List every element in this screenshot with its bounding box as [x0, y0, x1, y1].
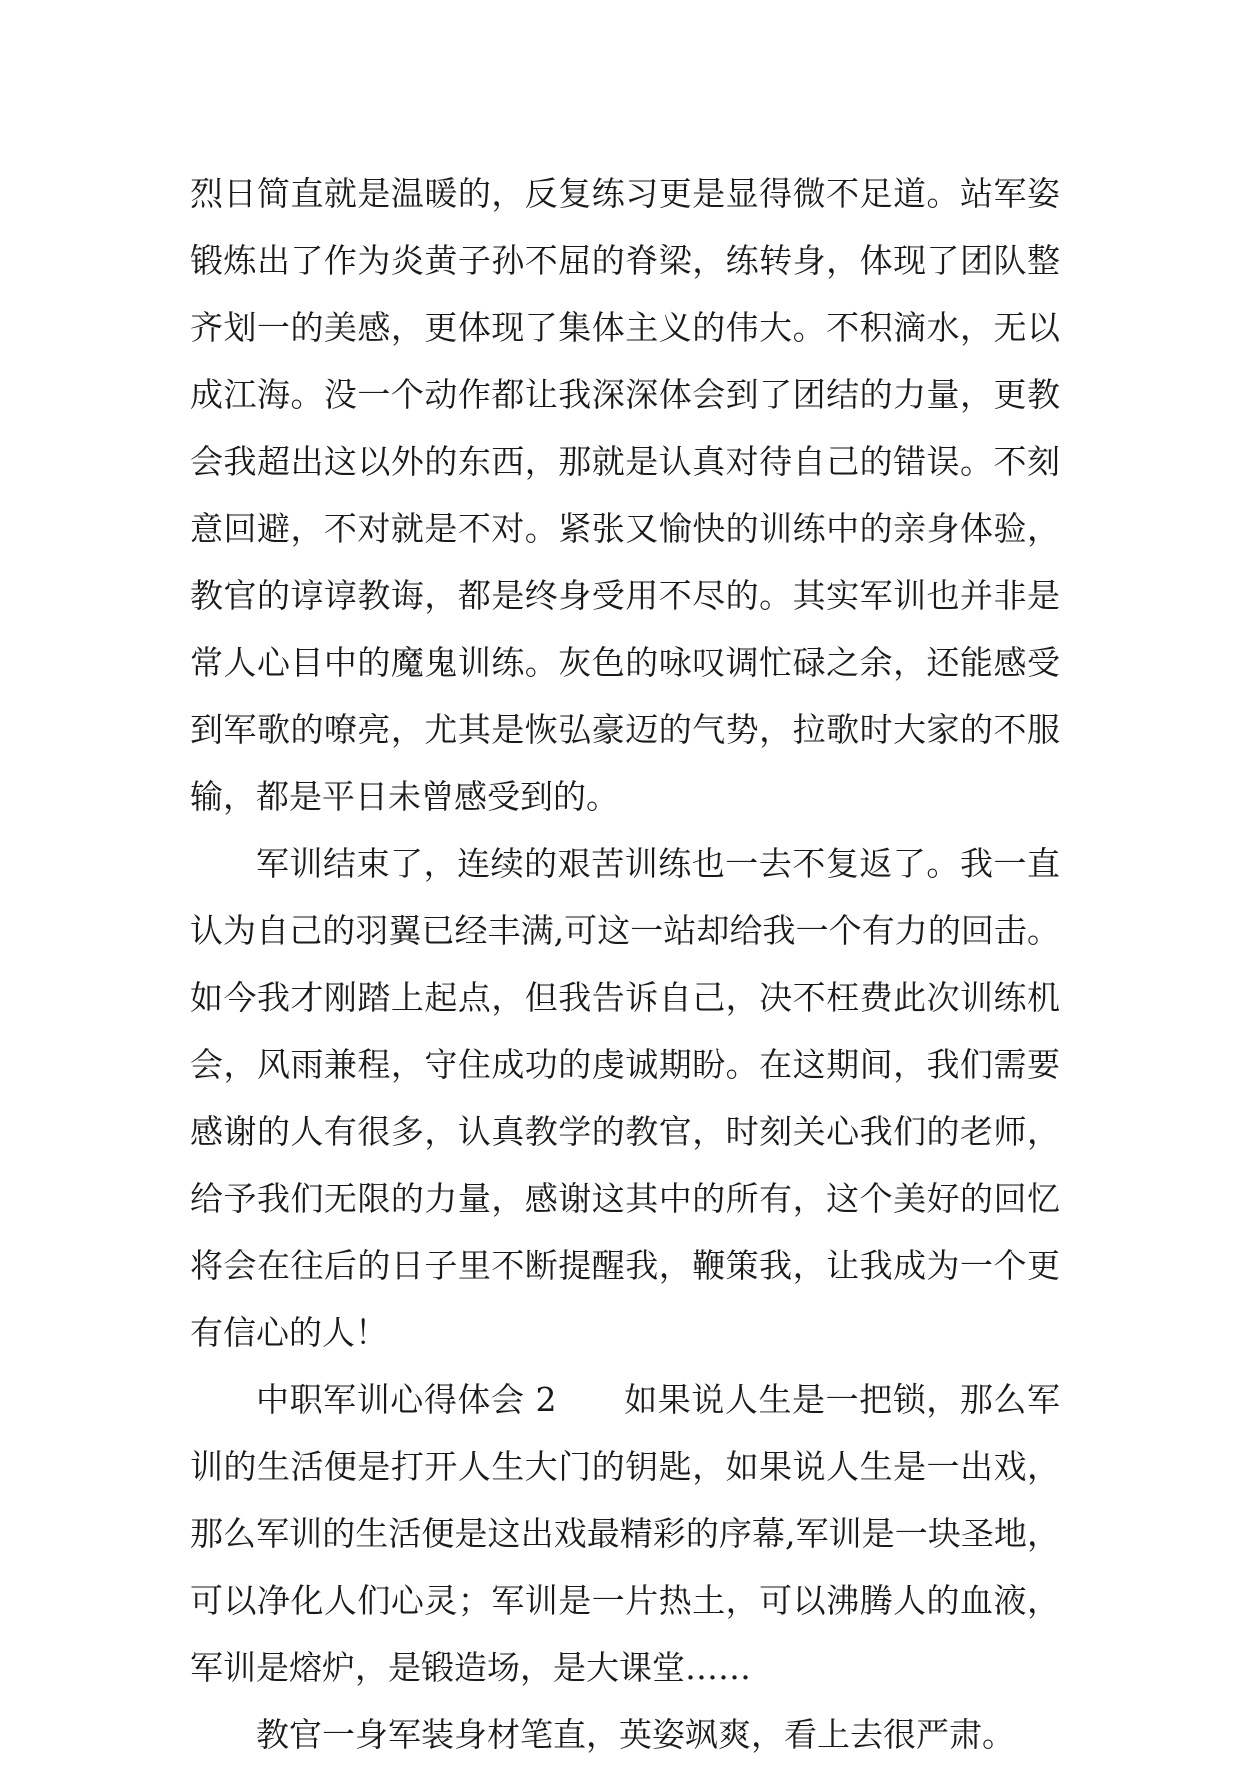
- text-line-7: 教官的谆谆教诲，都是终身受用不尽的。其实军训也并非是: [190, 576, 1060, 615]
- text-line-2: 锻炼出了作为炎黄子孙不屈的脊梁，练转身，体现了团队整: [190, 241, 1060, 280]
- text-line-16: 给予我们无限的力量，感谢这其中的所有，这个美好的回忆: [190, 1179, 1060, 1218]
- text-line-3: 齐划一的美感，更体现了集体主义的伟大。不积滴水，无以: [190, 308, 1060, 347]
- text-line-10: 输，都是平日未曾感受到的。: [190, 777, 619, 816]
- document-body: [190, 160, 1060, 1768]
- text-line-17: 将会在往后的日子里不断提醒我，鞭策我，让我成为一个更: [190, 1246, 1060, 1285]
- text-line-11: 军训结束了，连续的艰苦训练也一去不复返了。我一直: [256, 844, 1060, 883]
- text-line-4: 成江海。没一个动作都让我深深体会到了团结的力量，更教: [190, 375, 1060, 414]
- text-line-15: 感谢的人有很多，认真教学的教官，时刻关心我们的老师，: [190, 1112, 1060, 1151]
- text-line-5: 会我超出这以外的东西，那就是认真对待自己的错误。不刻: [190, 442, 1060, 481]
- text-line-14: 会，风雨兼程，守住成功的虔诚期盼。在这期间，我们需要: [190, 1045, 1060, 1084]
- text-line-6: 意回避，不对就是不对。紧张又愉快的训练中的亲身体验，: [190, 509, 1060, 548]
- text-line-1: 烈日简直就是温暖的，反复练习更是显得微不足道。站军姿: [190, 174, 1060, 213]
- text-line-22: 可以净化人们心灵；军训是一片热土，可以沸腾人的血液，: [190, 1581, 1060, 1620]
- text-line-19: 中职军训心得体会 2 如果说人生是一把锁，那么军: [256, 1380, 1060, 1419]
- text-line-20: 训的生活便是打开人生大门的钥匙，如果说人生是一出戏，: [190, 1447, 1060, 1486]
- text-line-23: 军训是熔炉，是锻造场，是大课堂……: [190, 1648, 751, 1687]
- text-line-8: 常人心目中的魔鬼训练。灰色的咏叹调忙碌之余，还能感受: [190, 643, 1060, 682]
- text-line-21: 那么军训的生活便是这出戏最精彩的序幕,军训是一块圣地，: [190, 1514, 1060, 1553]
- text-line-9: 到军歌的嘹亮，尤其是恢弘豪迈的气势，拉歌时大家的不服: [190, 710, 1060, 749]
- text-line-12: 认为自己的羽翼已经丰满,可这一站却给我一个有力的回击。: [190, 911, 1060, 950]
- text-line-13: 如今我才刚踏上起点，但我告诉自己，决不枉费此次训练机: [190, 978, 1060, 1017]
- text-line-18: 有信心的人！: [190, 1313, 388, 1352]
- text-line-24: 教官一身军装身材笔直，英姿飒爽，看上去很严肃。: [256, 1715, 1015, 1754]
